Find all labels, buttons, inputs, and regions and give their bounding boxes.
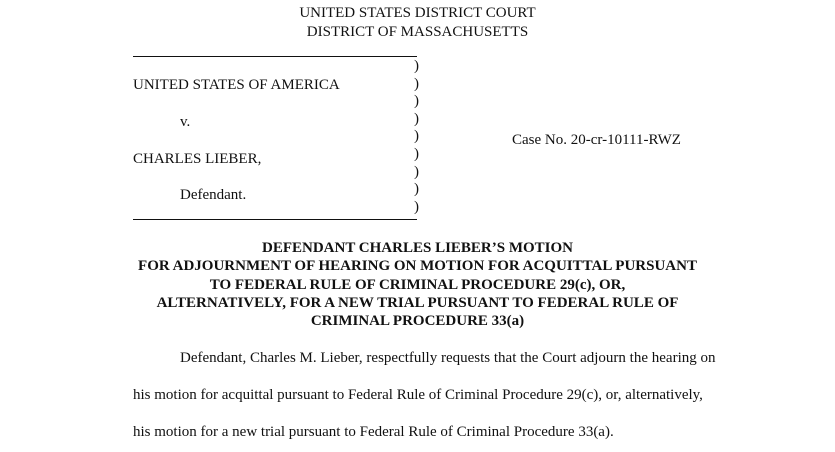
motion-title-line: CRIMINAL PROCEDURE 33(a): [310, 313, 525, 330]
motion-title: [0, 239, 835, 330]
caption-versus: v.: [180, 114, 191, 130]
motion-title-line: FOR ADJOURNMENT OF HEARING ON MOTION FOR ACQUITTAL PURSUANT: [138, 258, 697, 275]
caption-paren: ): [414, 110, 419, 127]
body-text-line: his motion for a new trial pursuant to Federal Rule of Criminal Procedure 33(a).: [133, 424, 614, 440]
caption-paren: ): [414, 128, 419, 145]
caption-paren: ): [414, 58, 419, 74]
body-text-line: his motion for acquittal pursuant to Federal Rule of Criminal Procedure 29(c), or, alternatively,: [133, 387, 703, 403]
court-header: [0, 4, 835, 42]
motion-title-line: DEFENDANT CHARLES LIEBER’S MOTION: [261, 240, 574, 256]
case-number: Case No. 20-cr-10111-RWZ: [512, 132, 681, 148]
caption-bottom-rule: [133, 219, 417, 220]
court-name: UNITED STATES DISTRICT COURT: [299, 5, 536, 21]
caption-paren: ): [414, 163, 419, 180]
caption-paren: ): [414, 145, 419, 162]
caption-paren: ): [414, 75, 419, 92]
caption-defendant-role: Defendant.: [180, 187, 247, 203]
caption-defendant-name: CHARLES LIEBER,: [133, 151, 262, 167]
caption-paren: ): [414, 93, 419, 110]
caption-paren: ): [414, 198, 419, 215]
motion-title-line: TO FEDERAL RULE OF CRIMINAL PROCEDURE 29(c), OR,: [209, 276, 626, 293]
court-district: DISTRICT OF MASSACHUSETTS: [306, 24, 529, 40]
caption-plaintiff: UNITED STATES OF AMERICA: [133, 77, 340, 93]
caption-paren: ): [414, 181, 419, 198]
caption-parenthesis-column: [414, 58, 428, 216]
caption-top-rule: [133, 56, 417, 57]
motion-title-line: ALTERNATIVELY, FOR A NEW TRIAL PURSUANT TO FEDERAL RULE OF: [156, 294, 679, 311]
body-text-line: Defendant, Charles M. Lieber, respectfully requests that the Court adjourn the hearing on: [180, 350, 716, 366]
